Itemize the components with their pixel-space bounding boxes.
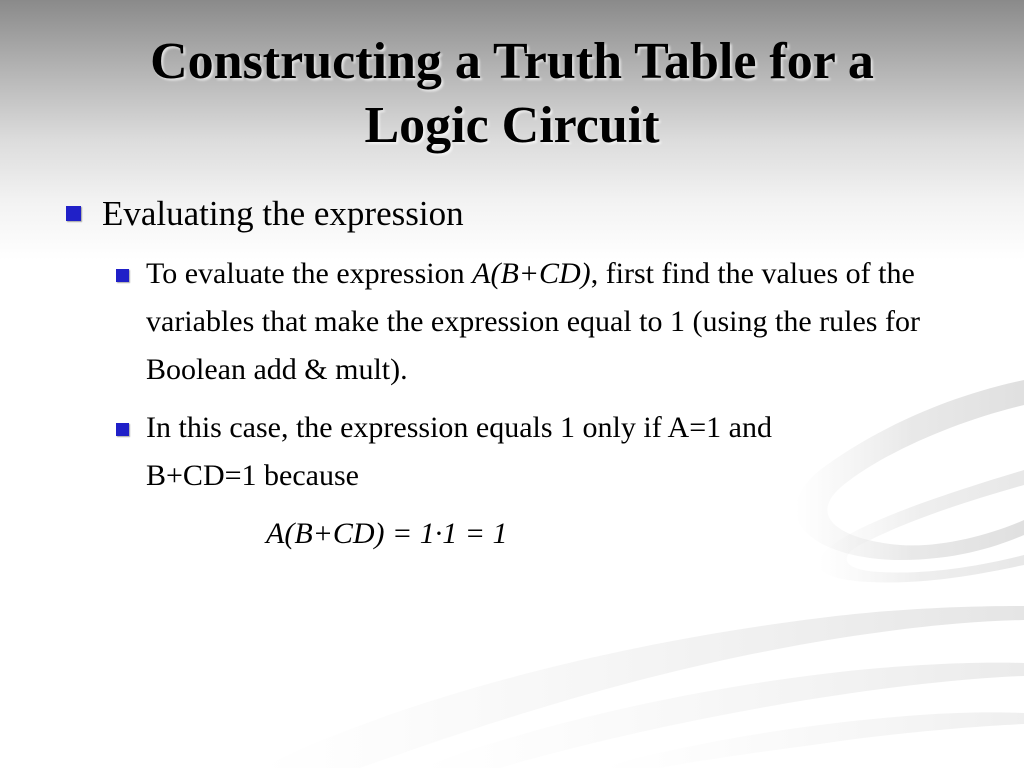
square-bullet-icon: [116, 423, 129, 436]
equation: A(B+CD) = 1·1 = 1: [266, 517, 508, 550]
square-bullet-icon: [116, 269, 129, 282]
square-bullet-icon: [66, 206, 81, 221]
subbullet-line-1: In this case, the expression equals 1 only if A=1 and: [146, 411, 772, 444]
subbullet-text: [146, 404, 966, 500]
slide-title: [60, 30, 964, 158]
subbullet-prefix: To evaluate the expression: [146, 257, 473, 290]
bullet-text: Evaluating the expression: [102, 194, 464, 233]
inline-expression: A(B+CD): [472, 257, 591, 290]
subbullet-line-2: B+CD=1 because: [146, 459, 359, 492]
title-line-2: Logic Circuit: [364, 97, 660, 154]
title-line-1: Constructing a Truth Table for a: [150, 33, 874, 90]
subbullet-text: [146, 250, 966, 394]
subbullet-suffix: , first find the values of the variables that make the expression equal to 1 (using the rules for Boolean add & mult).: [146, 257, 920, 386]
